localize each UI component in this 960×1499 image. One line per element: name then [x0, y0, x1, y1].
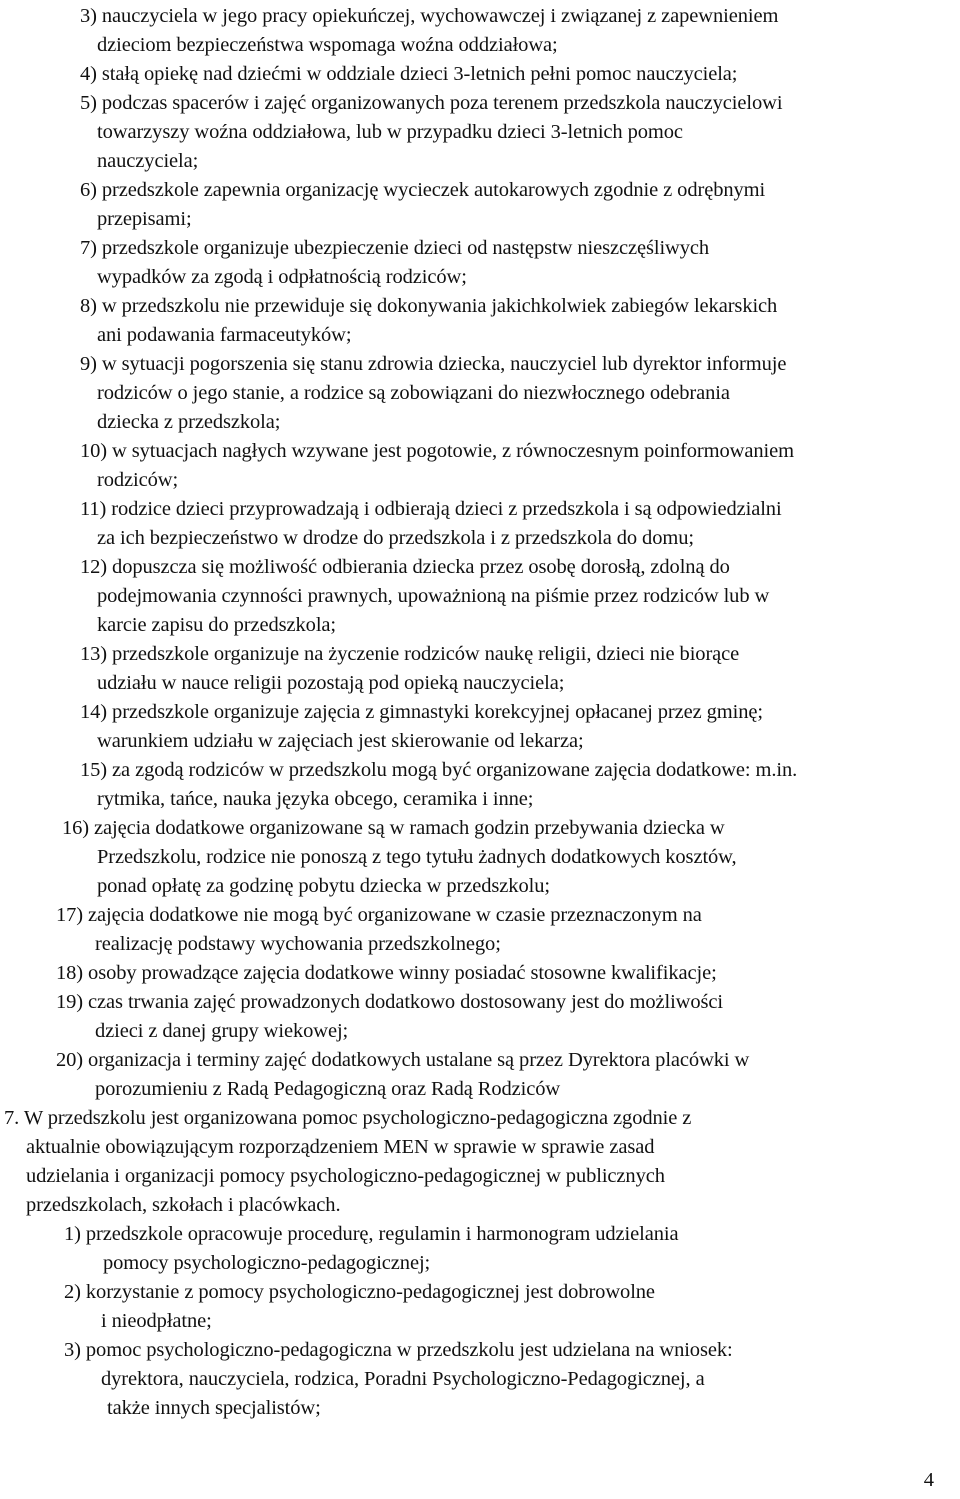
list-item-line: rytmika, tańce, nauka języka obcego, ceramika i inne;: [97, 788, 534, 810]
list-item-line: warunkiem udziału w zajęciach jest skierowanie od lekarza;: [97, 730, 584, 752]
list-item-line: 16) zajęcia dodatkowe organizowane są w ramach godzin przebywania dziecka w: [62, 817, 725, 839]
section-paragraph-line: udzielania i organizacji pomocy psychologiczno-pedagogicznej w publicznych: [26, 1165, 665, 1187]
list-item-line: 4) stałą opiekę nad dziećmi w oddziale dzieci 3-letnich pełni pomoc nauczyciela;: [80, 63, 738, 85]
list-item-line: karcie zapisu do przedszkola;: [97, 614, 337, 636]
sub-item-line: 3) pomoc psychologiczno-pedagogiczna w przedszkolu jest udzielana na wniosek:: [64, 1339, 733, 1361]
list-item-line: dziecka z przedszkola;: [97, 411, 281, 433]
list-item-line: rodziców o jego stanie, a rodzice są zobowiązani do niezwłocznego odebrania: [97, 382, 730, 404]
list-item-line: 11) rodzice dzieci przyprowadzają i odbierają dzieci z przedszkola i są odpowiedzialni: [80, 498, 782, 520]
sub-item-line: 1) przedszkole opracowuje procedurę, regulamin i harmonogram udzielania: [64, 1223, 679, 1245]
list-item-line: udziału w nauce religii pozostają pod opieką nauczyciela;: [97, 672, 565, 694]
list-item-line: ponad opłatę za godzinę pobytu dziecka w przedszkolu;: [97, 875, 550, 897]
list-item-line: 12) dopuszcza się możliwość odbierania dziecka przez osobę dorosłą, zdolną do: [80, 556, 730, 578]
list-item-line: porozumieniu z Radą Pedagogiczną oraz Radą Rodziców: [95, 1078, 561, 1100]
list-item-line: wypadków za zgodą i odpłatnością rodziców;: [97, 266, 467, 288]
list-item-line: 13) przedszkole organizuje na życzenie rodziców naukę religii, dzieci nie biorące: [80, 643, 740, 665]
list-item-line: 9) w sytuacji pogorszenia się stanu zdrowia dziecka, nauczyciel lub dyrektor informuje: [80, 353, 787, 375]
list-item-line: 8) w przedszkolu nie przewiduje się dokonywania jakichkolwiek zabiegów lekarskich: [80, 295, 778, 317]
list-item-line: towarzyszy woźna oddziałowa, lub w przypadku dzieci 3-letnich pomoc: [97, 121, 683, 143]
list-item-line: 17) zajęcia dodatkowe nie mogą być organizowane w czasie przeznaczonym na: [56, 904, 702, 926]
list-item-line: przepisami;: [97, 208, 192, 230]
list-item-line: realizację podstawy wychowania przedszkolnego;: [95, 933, 501, 955]
list-item-line: 19) czas trwania zajęć prowadzonych dodatkowo dostosowany jest do możliwości: [56, 991, 723, 1013]
list-item-line: 15) za zgodą rodziców w przedszkolu mogą być organizowane zajęcia dodatkowe: m.in.: [80, 759, 798, 781]
list-item-line: Przedszkolu, rodzice nie ponoszą z tego tytułu żadnych dodatkowych kosztów,: [97, 846, 737, 868]
list-item-line: 18) osoby prowadzące zajęcia dodatkowe winny posiadać stosowne kwalifikacje;: [56, 962, 717, 984]
list-item-line: za ich bezpieczeństwo w drodze do przedszkola i z przedszkola do domu;: [97, 527, 694, 549]
list-item-line: 3) nauczyciela w jego pracy opiekuńczej, wychowawczej i związanej z zapewnieniem: [80, 5, 779, 27]
list-item-line: 6) przedszkole zapewnia organizację wycieczek autokarowych zgodnie z odrębnymi: [80, 179, 766, 201]
list-item-line: nauczyciela;: [97, 150, 199, 172]
section-paragraph-line: aktualnie obowiązującym rozporządzeniem MEN w sprawie w sprawie zasad: [26, 1136, 655, 1158]
list-item-line: 14) przedszkole organizuje zajęcia z gimnastyki korekcyjnej opłacanej przez gminę;: [80, 701, 763, 723]
sub-item-line: także innych specjalistów;: [107, 1397, 321, 1419]
sub-item-line: pomocy psychologiczno-pedagogicznej;: [103, 1252, 431, 1274]
section-paragraph-line: przedszkolach, szkołach i placówkach.: [26, 1194, 341, 1216]
list-item-line: dzieciom bezpieczeństwa wspomaga woźna oddziałowa;: [97, 34, 558, 56]
sub-item-line: i nieodpłatne;: [101, 1310, 212, 1332]
section-paragraph-line: 7. W przedszkolu jest organizowana pomoc psychologiczno-pedagogiczna zgodnie z: [4, 1107, 692, 1129]
sub-item-line: dyrektora, nauczyciela, rodzica, Poradni Psychologiczno-Pedagogicznej, a: [101, 1368, 705, 1390]
list-item-line: 7) przedszkole organizuje ubezpieczenie dzieci od następstw nieszczęśliwych: [80, 237, 710, 259]
sub-item-line: 2) korzystanie z pomocy psychologiczno-pedagogicznej jest dobrowolne: [64, 1281, 655, 1303]
list-item-line: ani podawania farmaceutyków;: [97, 324, 352, 346]
list-item-line: 20) organizacja i terminy zajęć dodatkowych ustalane są przez Dyrektora placówki w: [56, 1049, 750, 1071]
page-number: 4: [923, 1469, 934, 1491]
list-item-line: rodziców;: [97, 469, 179, 491]
list-item-line: podejmowania czynności prawnych, upoważnioną na piśmie przez rodziców lub w: [97, 585, 770, 607]
list-item-line: 10) w sytuacjach nagłych wzywane jest pogotowie, z równoczesnym poinformowaniem: [80, 440, 794, 462]
list-item-line: dzieci z danej grupy wiekowej;: [95, 1020, 349, 1042]
list-item-line: 5) podczas spacerów i zajęć organizowanych poza terenem przedszkola nauczycielowi: [80, 92, 783, 114]
